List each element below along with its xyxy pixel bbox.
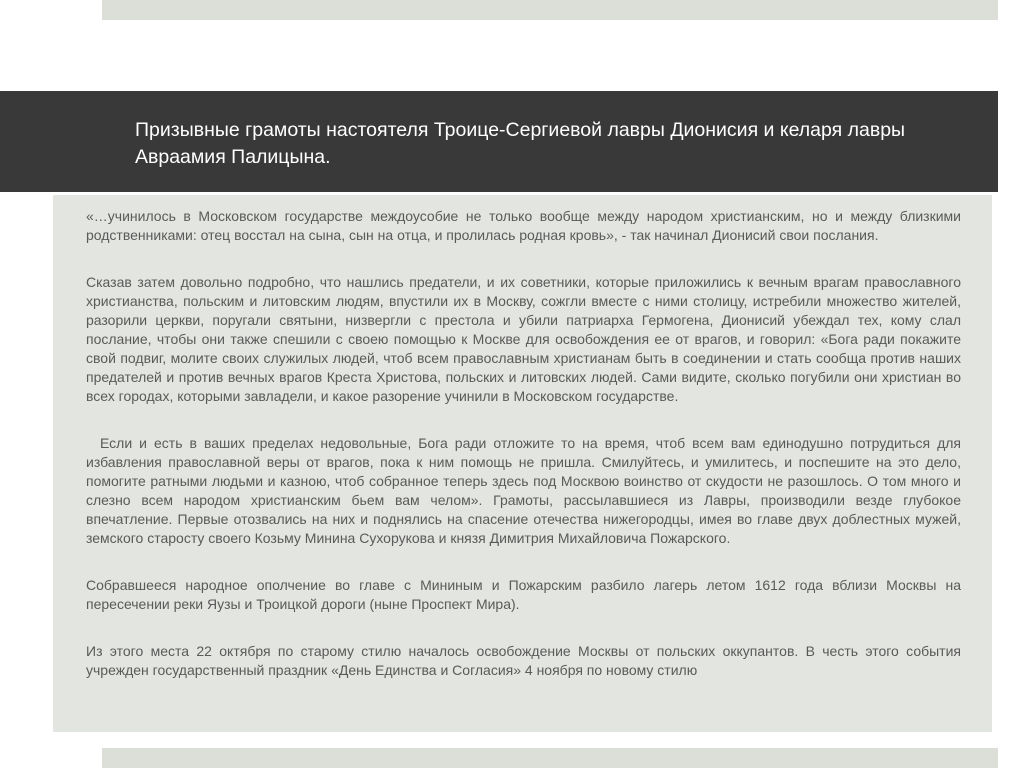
bottom-decorative-strip (102, 748, 998, 768)
paragraph-1: «…учинилось в Московском государстве междоусобие не только вообще между народом христианским, но и между близкими родственниками: отец восстал на сына, сын на отца, и пролилась родная кровь», - так начинал Дионисий свои послания. (86, 208, 961, 243)
paragraph-5: Из этого места 22 октября по старому стилю началось освобождение Москвы от польских оккупантов. В честь этого события учрежден государственный праздник «День Единства и Согласия» 4 ноября по новому стилю (86, 643, 961, 678)
paragraph-3: Если и есть в ваших пределах недовольные, Бога ради отложите то на время, чтоб всем вам единодушно потрудиться для избавления православной веры от врагов, пока к ним помощь не пришла. Смилуйтесь, и умилитесь, и поспешите на это дело, помогите ратными людьми и казною, чтоб собранное теперь здесь под Москвою воинство от скудости не разошлось. О том много и слезно всем народом христианским бьем вам челом». Грамоты, рассылавшиеся из Лавры, производили везде глубокое впечатление. Первые отозвались на них и поднялись на спасение отечества нижегородцы, имея во главе двух доблестных мужей, земского старосту своего Козьму Минина Сухорукова и князя Димитрия Михайловича Пожарского. (86, 435, 961, 546)
paragraph-2: Сказав затем довольно подробно, что нашлись предатели, и их советники, которые приложились к вечным врагам православного христианства, польским и литовским людям, впустили их в Москву, сожгли вместе с ними столицу, истребили множество жителей, разорили церкви, поругали святыни, низвергли с престола и убили патриарха Гермогена, Дионисий убеждал тех, кому слал послание, чтобы они также спешили с своею помощью к Москве для освобождения ее от врагов, и говорил: «Бога ради покажите свой подвиг, молите своих служилых людей, чтоб всем православным христианам быть в соединении и стать сообща против наших предателей и против вечных врагов Креста Христова, польских и литовских людей. Сами видите, сколько погубили они христиан во всех городах, которыми завладели, и какое разорение учинили в Московском государстве. (86, 274, 961, 404)
slide-title: Призывные грамоты настоятеля Троице-Сергиевой лавры Дионисия и келаря лавры Авраамия Палицына. (135, 119, 906, 168)
top-decorative-strip (102, 0, 998, 20)
paragraph-4: Собравшееся народное ополчение во главе с Мининым и Пожарским разбило лагерь летом 1612 года вблизи Москвы на пересечении реки Яузы и Троицкой дороги (ныне Проспект Мира). (86, 577, 961, 612)
slide-body (86, 207, 961, 708)
